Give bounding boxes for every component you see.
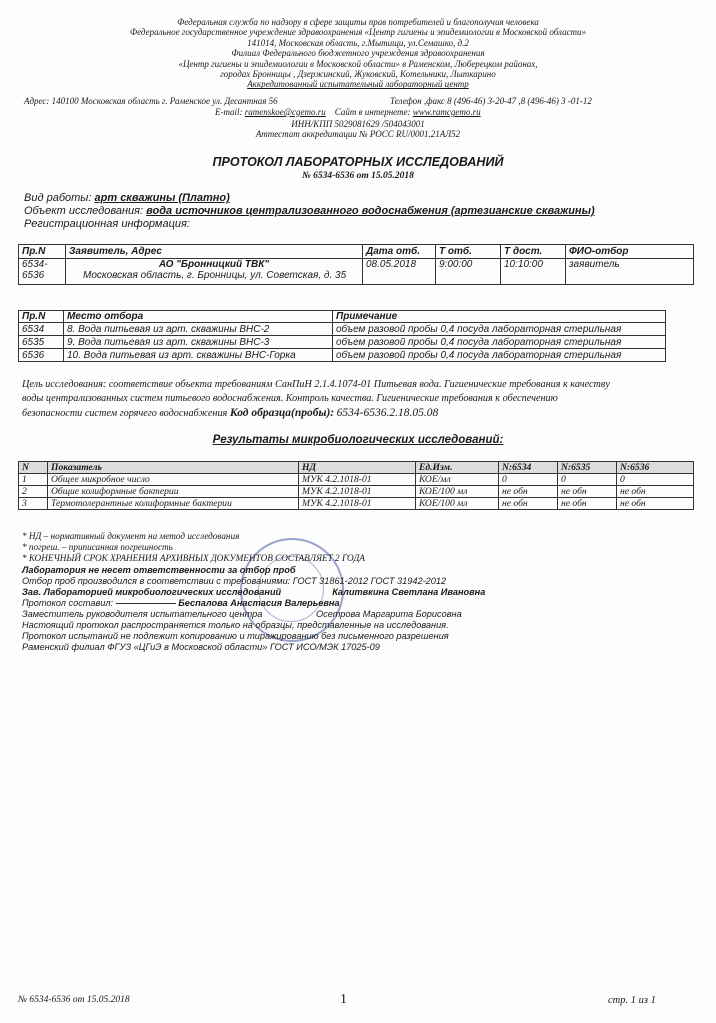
cell-value: не обн <box>558 498 617 510</box>
header-line: Федеральное государственное учреждение здравоохранения «Центр гигиены и эпидемиологии в Московской области» <box>129 27 587 38</box>
note-line: * НД – нормативный документ на метод исследования <box>22 531 240 541</box>
footer-protocol-ref: № 6534-6536 от 15.05.2018 <box>18 995 130 1005</box>
org-contacts <box>215 107 481 117</box>
composer-name: Беспалова Анастасия Валерьевна <box>178 598 340 608</box>
cell-value: не обн <box>617 486 694 498</box>
cell-place: 8. Вода питьевая из арт. скважины ВНС-2 <box>64 323 333 336</box>
cell-n: 6535 <box>19 336 64 349</box>
col-t-dost: T дост. <box>501 245 566 259</box>
applicant-name: АО "Бронницкий ТВК" <box>158 259 270 270</box>
head-lab-name: Калитвкина Светлана Ивановна <box>332 587 486 597</box>
cell-nd: МУК 4.2.1018-01 <box>299 498 416 510</box>
col-note: Примечание <box>333 311 666 323</box>
distribution-note: Настоящий протокол распространяется только на образцы, представленные на исследования. <box>22 620 449 630</box>
deputy-name: Осетрова Маргарита Борисовна <box>315 609 462 619</box>
header-line: Филиал Федерального бюджетного учреждения здравоохранения <box>231 48 485 59</box>
work-type <box>24 192 230 204</box>
copy-note: Протокол испытаний не подлежит копированию и тиражированию без письменного разрешения <box>22 631 449 641</box>
cell-note: объем разовой пробы 0,4 посуда лабораторная стерильная <box>333 336 666 349</box>
org-ids <box>0 119 716 140</box>
results-table <box>18 461 694 510</box>
col-6536: N:6536 <box>617 462 694 474</box>
header-line: «Центр гигиены и эпидемиологии в Московской области» в Раменском, Люберецком районах, <box>178 58 538 69</box>
cell-place: 9. Вода питьевая из арт. скважины ВНС-3 <box>64 336 333 349</box>
cell-pr-n: 6534- 6536 <box>19 259 66 285</box>
applicant-table <box>18 244 694 285</box>
org-phone: Телефон ,факс 8 (496-46) 3-20-47 ,8 (496-46) 3 -01-12 <box>390 96 592 106</box>
head-lab: Зав. Лабораторией микробиологических исследований Калитвкина Светлана Ивановна <box>22 587 486 597</box>
cell-n: 1 <box>19 474 48 486</box>
cell-n: 3 <box>19 498 48 510</box>
work-type-label: Вид работы: <box>24 192 92 204</box>
cell-note: объем разовой пробы 0,4 посуда лабораторная стерильная <box>333 349 666 362</box>
branch-note: Раменский филиал ФГУЗ «ЦГиЭ в Московской области» ГОСТ ИСО/МЭК 17025-09 <box>22 642 380 652</box>
cell-fio: заявитель <box>566 259 694 285</box>
footer-block <box>22 565 485 653</box>
inn: ИНН/КПП 5029081629 /504043001 <box>291 119 425 129</box>
cell-value: не обн <box>617 498 694 510</box>
sample-code-value: 6534-6536.2.18.05.08 <box>336 407 439 419</box>
registration-label: Регистрационная информация: <box>24 218 190 230</box>
site-label: Сайт в интернете: <box>334 107 411 117</box>
object-value: вода источников централизованного водоснабжения (артезианские скважины) <box>146 205 595 217</box>
purpose-line: воды централизованных систем питьевого водоснабжения. Контроль качества. Гигиенические требования к обеспечению <box>22 393 558 404</box>
col-fio: ФИО-отбор <box>566 245 694 259</box>
attestat: Аттестат аккредитации № РОСС RU/0001.21АЛ52 <box>255 129 461 140</box>
table-row <box>19 323 666 336</box>
org-address: Адрес: 140100 Московская область г. Раменское ул. Десантная 56 <box>24 96 278 106</box>
cell-indicator: Общее микробное число <box>48 474 299 486</box>
cell-indicator: Термотолерантные колиформные бактерии <box>48 498 299 510</box>
sampling-standard: Отбор проб производился в соответствии с требованиями: ГОСТ 31861-2012 ГОСТ 31942-2012 <box>22 576 447 586</box>
signature-line <box>116 603 176 604</box>
cell-n: 6536 <box>19 349 64 362</box>
cell-value: 0 <box>617 474 694 486</box>
cell-date: 08.05.2018 <box>363 259 436 285</box>
research-object <box>24 205 595 217</box>
col-6535: N:6535 <box>558 462 617 474</box>
col-nd: НД <box>299 462 416 474</box>
cell-note: объем разовой пробы 0,4 посуда лабораторная стерильная <box>333 323 666 336</box>
cell-nd: МУК 4.2.1018-01 <box>299 474 416 486</box>
notes <box>22 531 365 564</box>
col-pr-n: Пр.N <box>19 311 64 323</box>
table-row <box>19 349 666 362</box>
cell-n: 2 <box>19 486 48 498</box>
composer: Протокол составил: Беспалова Анастасия Валерьевна <box>22 598 340 608</box>
cell-place: 10. Вода питьевая из арт. скважины ВНС-Горка <box>64 349 333 362</box>
cell-applicant <box>66 259 363 285</box>
cell-unit: КОЕ/100 мл <box>416 498 499 510</box>
page-title: ПРОТОКОЛ ЛАБОРАТОРНЫХ ИССЛЕДОВАНИЙ <box>212 155 504 169</box>
org-header <box>0 17 716 90</box>
deputy: Заместитель руководителя испытательного центра Осетрова Маргарита Борисовна <box>22 609 462 619</box>
page-number: 1 <box>340 992 347 1007</box>
col-place: Место отбора <box>64 311 333 323</box>
table-row <box>19 486 694 498</box>
col-pr-n: Пр.N <box>19 245 66 259</box>
cell-t-otb: 9:00:00 <box>436 259 501 285</box>
purpose-line: безопасности систем горячего водоснабжения Код образца(пробы): 6534-6536.2.18.05.08 <box>22 407 439 419</box>
header-line: 141014, Московская область, г.Мытищи, ул.Семашко, д.2 <box>247 37 469 48</box>
cell-indicator: Общие колиформные бактерии <box>48 486 299 498</box>
protocol-number: № 6534-6536 от 15.05.2018 <box>302 171 414 181</box>
cell-unit: КОЕ/100 мл <box>416 486 499 498</box>
col-6534: N:6534 <box>499 462 558 474</box>
col-n: N <box>19 462 48 474</box>
cell-nd: МУК 4.2.1018-01 <box>299 486 416 498</box>
page-count: стр. 1 из 1 <box>608 995 656 1006</box>
table-row <box>19 498 694 510</box>
col-date: Дата отб. <box>363 245 436 259</box>
note-line: * КОНЕЧНЫЙ СРОК ХРАНЕНИЯ АРХИВНЫХ ДОКУМЕНТОВ СОСТАВЛЯЕТ 2 ГОДА <box>22 553 365 563</box>
results-title: Результаты микробиологических исследований: <box>212 434 504 446</box>
applicant-address: Московская область, г. Бронницы, ул. Советская, д. 35 <box>83 270 347 281</box>
table-row <box>19 474 694 486</box>
cell-value: 0 <box>558 474 617 486</box>
sampling-table <box>18 310 666 362</box>
header-line: Аккредитованный испытательный лабораторный центр <box>247 79 469 90</box>
sample-code-label: Код образца(пробы): <box>229 407 335 419</box>
lab-warning: Лаборатория не несет ответственности за отбор проб <box>22 565 296 575</box>
research-purpose <box>22 378 610 421</box>
cell-t-dost: 10:10:00 <box>501 259 566 285</box>
table-row <box>19 259 694 285</box>
cell-unit: КОЕ/мл <box>416 474 499 486</box>
object-label: Объект исследования: <box>24 205 144 217</box>
email-label: E-mail: <box>215 107 243 117</box>
email-link[interactable]: ramenskoe@cgemo.ru <box>244 107 326 117</box>
site-link[interactable]: www.ramcgemo.ru <box>412 107 481 117</box>
cell-value: не обн <box>558 486 617 498</box>
col-indicator: Показатель <box>48 462 299 474</box>
col-unit: Ед.Изм. <box>416 462 499 474</box>
header-line: городах Бронницы , Дзержинский, Жуковский, Котельники, Лыткарино <box>220 69 496 80</box>
col-t-otb: T отб. <box>436 245 501 259</box>
purpose-line: Цель исследования: соответствие объекта требованиям СанПиН 2.1.4.1074-01 Питьевая вода. Гигиенические требования к качеству <box>22 379 610 390</box>
work-type-value: арт скважины (Платно) <box>94 192 230 204</box>
header-line: Федеральная служба по надзору в сфере защиты прав потребителей и благополучия человека <box>177 17 539 27</box>
note-line: * погреш. – приписанная погрешность <box>22 542 173 552</box>
col-applicant: Заявитель, Адрес <box>66 245 363 259</box>
table-row <box>19 336 666 349</box>
cell-n: 6534 <box>19 323 64 336</box>
cell-value: не обн <box>499 486 558 498</box>
cell-value: 0 <box>499 474 558 486</box>
cell-value: не обн <box>499 498 558 510</box>
